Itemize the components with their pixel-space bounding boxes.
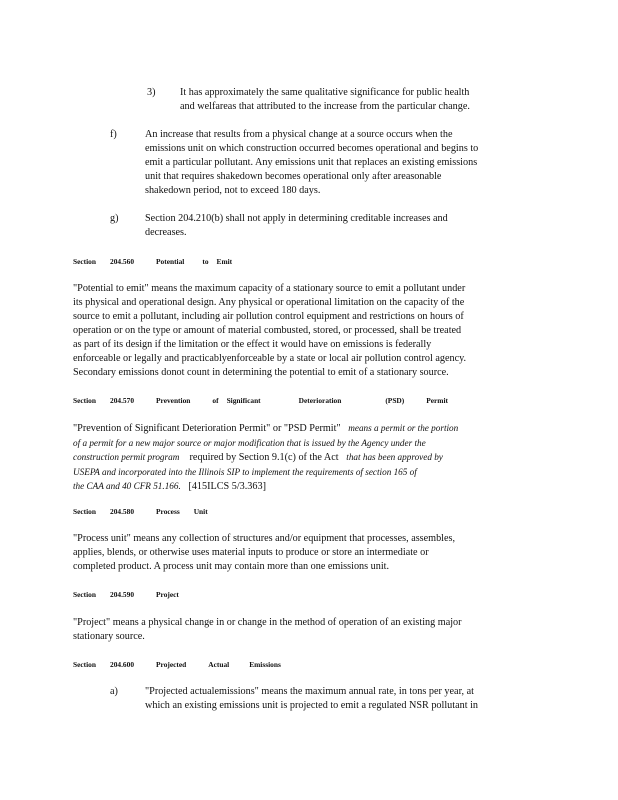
item-f-line: shakedown period, not to exceed 180 days. <box>145 185 321 196</box>
section-title-word: Prevention <box>156 396 191 405</box>
section-560-line: "Potential to emit" means the maximum capacity of a stationary source to emit a pollutant under <box>73 283 466 294</box>
section-title-word: Permit <box>426 396 448 405</box>
section-560-line: operation or on the type or amount of material combusted, stored, or processed, shall be treated <box>73 325 462 336</box>
section-560-line: source to emit a pollutant, including air pollution control equipment and restrictions on hours of <box>73 311 464 322</box>
psd-definition-italic: construction permit program <box>73 452 180 462</box>
section-title-word: Actual <box>208 660 230 669</box>
section-570-heading <box>73 396 448 406</box>
psd-definition-roman: required by Section 9.1(c) of the Act <box>189 452 339 463</box>
section-580-line: "Process unit" means any collection of structures and/or equipment that processes, assembles, <box>73 533 456 544</box>
section-590-line: "Project" means a physical change in or change in the method of operation of an existing major <box>73 617 462 628</box>
section-590-body <box>73 616 539 644</box>
section-580-heading <box>73 507 208 517</box>
item-g-line: Section 204.210(b) shall not apply in determining creditable increases and <box>145 213 448 224</box>
item-f-line: emissions unit on which construction occurred becomes operational and begins to <box>145 143 479 154</box>
section-570-line: of a permit for a new major source or major modification that is issued by the Agency under the <box>73 438 426 448</box>
item-f-label: f) <box>110 129 117 140</box>
section-number: 204.570 <box>110 396 135 405</box>
section-title-word: Potential <box>156 257 185 266</box>
section-word: Section <box>73 507 96 516</box>
item-f-line: emit a particular pollutant. Any emissions unit that replaces an existing emissions <box>145 157 478 168</box>
section-560-body <box>73 282 539 380</box>
section-title-word: of <box>212 396 219 405</box>
psd-definition-term: "Prevention of Significant Deterioration Permit" or "PSD Permit" <box>73 423 341 434</box>
statute-citation: [415ILCS 5/3.363] <box>188 481 266 492</box>
item-a-label: a) <box>110 686 118 697</box>
section-580-body <box>73 532 539 574</box>
section-word: Section <box>73 257 96 266</box>
section-number: 204.590 <box>110 590 135 599</box>
section-number: 204.560 <box>110 257 135 266</box>
section-580-line: applies, blends, or otherwise uses material inputs to produce or store an intermediate or <box>73 547 429 558</box>
item-a-line: "Projected actualemissions" means the maximum annual rate, in tons per year, at <box>145 686 474 697</box>
section-560-heading <box>73 257 232 267</box>
item-3-label: 3) <box>147 87 156 98</box>
section-600-heading <box>73 660 281 670</box>
section-title-word: Projected <box>156 660 187 669</box>
item-a-line: which an existing emissions unit is projected to emit a regulated NSR pollutant in <box>145 700 479 711</box>
section-number: 204.600 <box>110 660 135 669</box>
section-title-word: Project <box>156 590 179 599</box>
section-570-line <box>73 479 539 494</box>
section-title-word: Deterioration <box>298 396 342 405</box>
section-number: 204.580 <box>110 507 135 516</box>
section-570-body <box>73 421 539 494</box>
psd-definition-italic: means a permit or the portion <box>348 423 459 433</box>
section-560-line: as part of its design if the limitation or the effect it would have on emissions is federally <box>73 339 432 350</box>
section-title-word: Significant <box>226 396 261 405</box>
item-3-line: and welfareas that attributed to the increase from the particular change. <box>180 101 470 112</box>
item-f-text <box>145 128 539 198</box>
section-570-line <box>73 450 539 465</box>
section-590-heading <box>73 590 179 600</box>
item-g-label: g) <box>110 213 119 224</box>
section-560-line: its physical and operational design. Any physical or operational limitation on the capacity of the <box>73 297 465 308</box>
section-title-word: Process <box>156 507 180 516</box>
section-560-line: enforceable or legally and practicablyenforceable by a state or local air pollution control agency. <box>73 353 467 364</box>
section-title-word: to <box>202 257 209 266</box>
item-a-text <box>145 685 539 713</box>
section-570-line <box>73 421 539 436</box>
section-590-line: stationary source. <box>73 631 145 642</box>
item-3-text <box>180 86 518 114</box>
item-3-line: It has approximately the same qualitative significance for public health <box>180 87 470 98</box>
section-title-word: (PSD) <box>385 396 405 405</box>
item-f-line: unit that requires shakedown becomes operational only after areasonable <box>145 171 442 182</box>
item-g-text <box>145 212 499 240</box>
section-560-line: Secondary emissions donot count in determining the potential to emit of a stationary source. <box>73 367 449 378</box>
section-580-line: completed product. A process unit may contain more than one emissions unit. <box>73 561 390 572</box>
item-g-line: decreases. <box>145 227 187 238</box>
section-word: Section <box>73 590 96 599</box>
section-570-line: USEPA and incorporated into the Illinois SIP to implement the requirements of section 165 of <box>73 467 417 477</box>
item-f-line: An increase that results from a physical change at a source occurs when the <box>145 129 453 140</box>
section-title-word: Unit <box>193 507 208 516</box>
psd-definition-italic: that has been approved by <box>346 452 443 462</box>
section-title-word: Emissions <box>249 660 281 669</box>
section-title-word: Emit <box>216 257 233 266</box>
section-word: Section <box>73 660 96 669</box>
psd-definition-italic: the CAA and 40 CFR 51.166. <box>73 481 181 491</box>
section-word: Section <box>73 396 96 405</box>
